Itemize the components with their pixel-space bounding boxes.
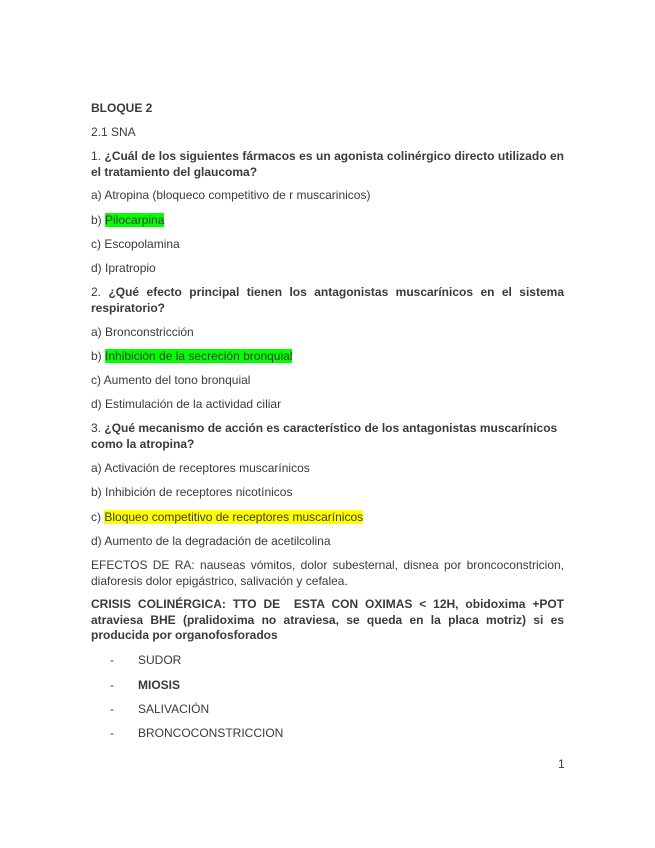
bullet-broncoconstriccion: BRONCOCONSTRICCION [138,726,284,740]
page-number: 1 [558,757,565,771]
efectos-ra-paragraph: EFECTOS DE RA: nauseas vómitos, dolor subesternal, disnea por broncoconstricion, diaforesis dolor epigástrico, salivación y cefalea. [91,558,564,588]
bullet-marker: - [110,678,114,692]
option-2c: c) Aumento del tono bronquial [91,373,251,387]
section-heading: 2.1 SNA [91,125,136,139]
bullet-marker: - [110,702,114,716]
question-number: 1. [91,149,102,163]
highlighted-answer: Pilocarpina [105,213,165,227]
option-3c: c) Bloqueo competitivo de receptores muscarínicos [91,510,364,524]
bullet-marker: - [110,653,114,667]
bullet-salivacion: SALIVACIÓN [138,702,210,716]
block-title: BLOQUE 2 [91,101,153,115]
option-1c: c) Escopolamina [91,237,180,251]
option-1a: a) Atropina (bloqueco competitivo de r muscarinicos) [91,188,371,202]
option-2a: a) Bronconstricción [91,325,194,339]
question-text: ¿Cuál de los siguientes fármacos es un agonista colinérgico directo utilizado en el tratamiento del glaucoma? [91,149,564,179]
crisis-colinergica-paragraph: CRISIS COLINÉRGICA: TTO DE ESTA CON OXIMAS < 12H, obidoxima +POT atraviesa BHE (pralidoxima no atraviesa, se queda en la placa motriz) si es producida por organofosforados [91,597,568,642]
option-2b: b) Inhibición de la secreción bronquial [91,349,293,363]
highlighted-answer: Inhibición de la secreción bronquial [105,349,293,363]
option-1b: b) Pilocarpina [91,213,165,227]
question-3 [91,421,564,452]
bullet-marker: - [110,726,114,740]
question-1 [91,149,564,180]
question-text: ¿Qué efecto principal tienen los antagonistas muscarínicos en el sistema respiratorio? [91,285,564,315]
question-number: 3. [91,421,102,435]
option-3d: d) Aumento de la degradación de acetilcolina [91,534,331,548]
question-2 [91,285,564,316]
option-1d: d) Ipratropio [91,261,156,275]
option-3b: b) Inhibición de receptores nicotínicos [91,485,293,499]
bullet-sudor: SUDOR [138,653,182,667]
bullet-miosis: MIOSIS [138,678,181,692]
option-2d: d) Estimulación de la actividad ciliar [91,397,282,411]
question-text: ¿Qué mecanismo de acción es característico de los antagonistas muscarínicos como la atropina? [91,421,558,451]
question-number: 2. [91,285,102,299]
highlighted-answer: Bloqueo competitivo de receptores muscarínicos [104,510,364,524]
option-3a: a) Activación de receptores muscarínicos [91,461,310,475]
